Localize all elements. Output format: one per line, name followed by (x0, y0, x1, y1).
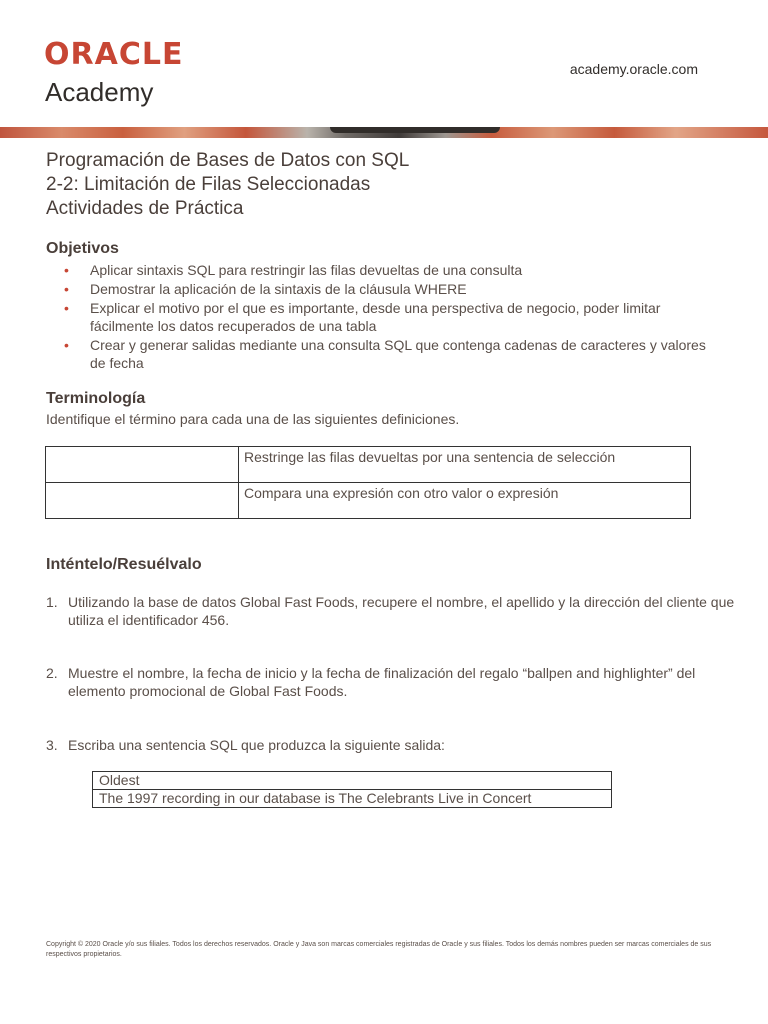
table-row (46, 447, 691, 483)
question-number: 3. (46, 737, 58, 753)
output-header-cell: Oldest (93, 772, 612, 790)
list-item: • Crear y generar salidas mediante una consulta SQL que contenga cadenas de caracteres y valores de fecha (46, 336, 716, 372)
objectives-list (46, 261, 716, 373)
title-course: Programación de Bases de Datos con SQL (46, 150, 410, 171)
terminology-heading: Terminología (46, 390, 146, 407)
term-cell[interactable] (46, 483, 239, 519)
table-row (46, 483, 691, 519)
title-lesson: 2-2: Limitación de Filas Seleccionadas (46, 174, 371, 195)
list-item (46, 736, 748, 754)
list-item: • Aplicar sintaxis SQL para restringir las filas devueltas de una consulta (46, 261, 716, 279)
definition-cell: Restringe las filas devueltas por una sentencia de selección (239, 447, 691, 483)
list-item (46, 593, 748, 629)
question-text: Escriba una sentencia SQL que produzca la siguiente salida: (68, 737, 445, 753)
table-row (93, 772, 612, 790)
output-table (92, 771, 612, 808)
title-activity: Actividades de Práctica (46, 198, 244, 219)
logo-brand: ORACLE (44, 37, 184, 72)
question-text: Muestre el nombre, la fecha de inicio y la fecha de finalización del regalo “ballpen and highlighter” del elemento promocional de Global Fast Foods. (68, 665, 696, 699)
output-value-cell: The 1997 recording in our database is The Celebrants Live in Concert (93, 790, 612, 808)
site-url-link[interactable]: academy.oracle.com (569, 61, 698, 77)
question-number: 1. (46, 594, 58, 610)
terminology-intro: Identifique el término para cada una de las siguientes definiciones. (46, 411, 460, 427)
terminology-table (45, 446, 691, 519)
table-row (93, 790, 612, 808)
objectives-heading: Objetivos (46, 240, 119, 257)
list-item (46, 664, 748, 700)
logo-product: Academy (45, 77, 154, 107)
question-text: Utilizando la base de datos Global Fast Foods, recupere el nombre, el apellido y la dirección del cliente que utiliza el identificador 456. (68, 594, 735, 628)
copyright-footer: Copyright © 2020 Oracle y/o sus filiales. Todos los derechos reservados. Oracle y Java son marcas comerciales registradas de Oracle y sus filiales. Todos los demás nombres pueden ser marcas comerciales de sus respectivos propietarios. (46, 941, 712, 958)
question-number: 2. (46, 665, 58, 681)
page-title (46, 149, 409, 221)
practice-heading: Inténtelo/Resuélvalo (46, 556, 202, 573)
definition-cell: Compara una expresión con otro valor o expresión (239, 483, 691, 519)
term-cell[interactable] (46, 447, 239, 483)
header-banner-accent (330, 127, 500, 133)
list-item: • Explicar el motivo por el que es importante, desde una perspectiva de negocio, poder limitar fácilmente los datos recuperados de una tabla (46, 299, 716, 335)
list-item: • Demostrar la aplicación de la sintaxis de la cláusula WHERE (46, 280, 716, 298)
